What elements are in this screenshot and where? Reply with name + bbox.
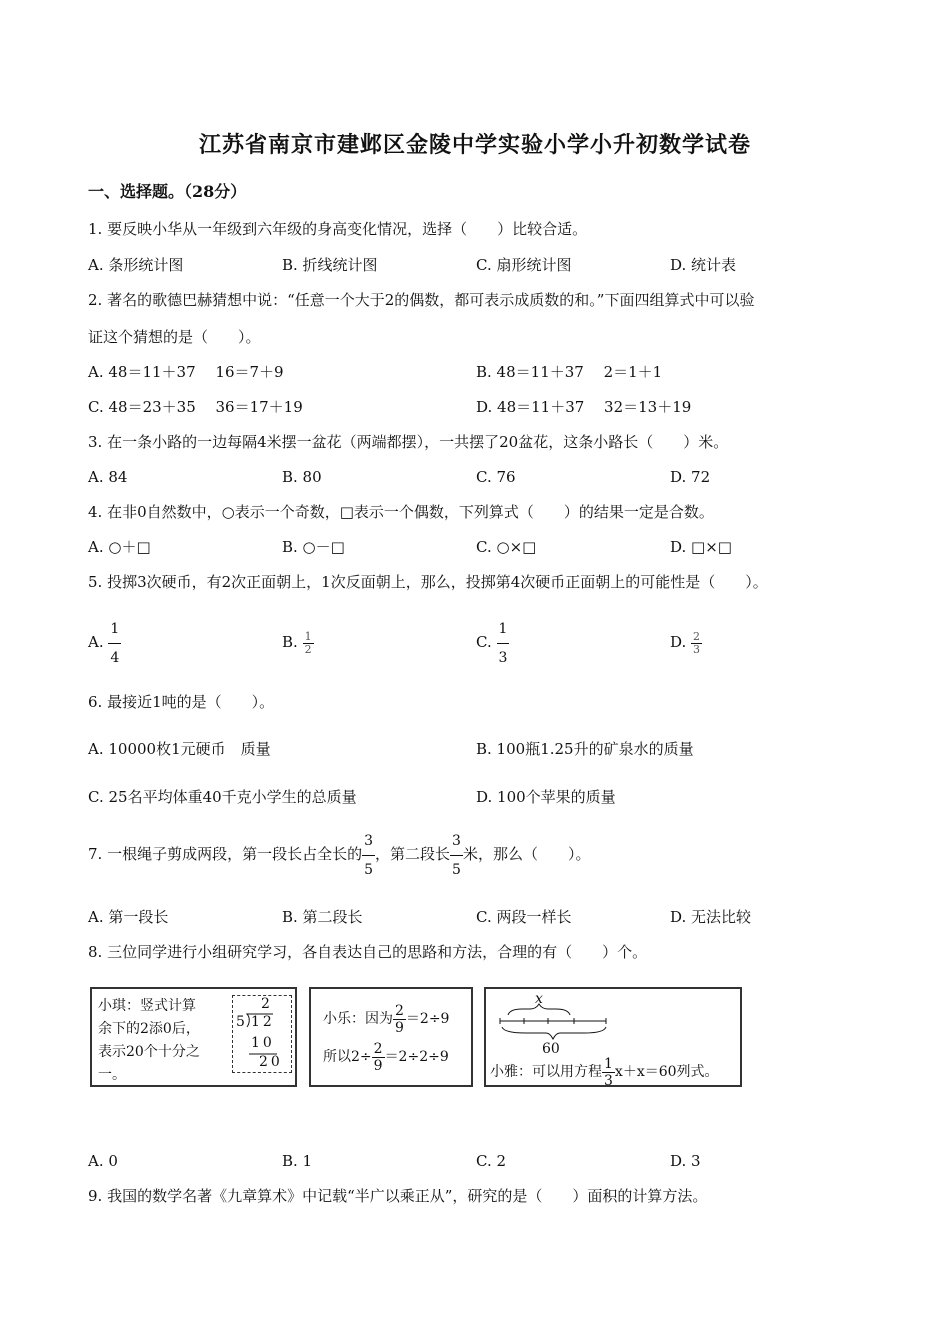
q7-option-b: B. 第二段长 <box>282 908 363 926</box>
student-card-xiaoya <box>484 987 742 1087</box>
option-letter: D. <box>670 633 687 651</box>
option-letter: A. <box>88 633 104 651</box>
fraction: $\frac{1}{3}$ <box>498 620 508 666</box>
q8-option-d: D. 3 <box>670 1152 701 1170</box>
remainder: 20 <box>259 1054 283 1070</box>
q4-option-a: A. ○＋□ <box>88 538 151 556</box>
card-equation: 小雅：可以用方程 $\frac{1}{3}$ x＋x＝60列式。 <box>490 1055 719 1089</box>
fraction: $\frac{2}{9}$ <box>395 1002 404 1036</box>
q3-option-c: C. 76 <box>476 468 516 486</box>
q8-option-b: B. 1 <box>282 1152 313 1170</box>
card-text: 余下的2添0后， <box>98 1021 200 1037</box>
quotient: 2 <box>261 996 270 1012</box>
q2-option-a: A. 48＝11＋37 16＝7＋9 <box>88 363 284 381</box>
student-card-xiaole <box>309 987 473 1087</box>
fraction: $\frac{2}{3}$ <box>693 629 701 656</box>
section-heading: 一、选择题。（28分） <box>88 182 247 201</box>
q1-option-d: D. 统计表 <box>670 256 737 274</box>
question-8: 8. 三位同学进行小组研究学习，各自表达自己的思路和方法，合理的有（ ）个。 <box>88 943 648 961</box>
fraction: $\frac{1}{4}$ <box>110 620 120 666</box>
question-1: 1. 要反映小华从一年级到六年级的身高变化情况，选择（ ）比较合适。 <box>88 220 588 238</box>
q8-option-a: A. 0 <box>88 1152 118 1170</box>
q5-option-d <box>670 606 702 678</box>
question-3: 3. 在一条小路的一边每隔4米摆一盆花（两端都摆），一共摆了20盆花，这条小路长（ ）米。 <box>88 433 729 451</box>
q5-option-b <box>282 606 314 678</box>
card-text: 小琪：竖式计算 <box>98 998 196 1014</box>
q2-option-b: B. 48＝11＋37 2＝1＋1 <box>476 363 663 381</box>
q7-option-a: A. 第一段长 <box>88 908 169 926</box>
variable-x: x <box>535 991 543 1007</box>
q5-option-c <box>476 606 509 678</box>
fraction: $\frac{2}{9}$ <box>373 1040 383 1074</box>
fraction: $\frac{1}{2}$ <box>304 629 312 656</box>
total-label: 60 <box>542 1041 560 1057</box>
card-line-1: 小乐：因为 $\frac{2}{9}$ ＝2÷9 <box>323 1002 450 1036</box>
card-line-2: 所以2÷ $\frac{2}{9}$ ＝2÷2÷9 <box>323 1040 449 1074</box>
q3-option-d: D. 72 <box>670 468 711 486</box>
question-2-cont: 证这个猜想的是（ ）。 <box>88 328 261 346</box>
q4-option-b: B. ○－□ <box>282 538 345 556</box>
card-text: 表示20个十分之 <box>98 1044 200 1060</box>
question-6: 6. 最接近1吨的是（ ）。 <box>88 693 275 711</box>
q6-option-a: A. 10000枚1元硬币 质量 <box>88 740 271 758</box>
q2-option-d: D. 48＝11＋37 32＝13＋19 <box>476 398 692 416</box>
product: 10 <box>251 1035 275 1051</box>
student-card-xiaoqi <box>90 987 297 1087</box>
q1-option-c: C. 扇形统计图 <box>476 256 572 274</box>
q3-option-b: B. 80 <box>282 468 322 486</box>
fraction: $\frac{3}{5}$ <box>452 832 461 878</box>
q8-option-c: C. 2 <box>476 1152 507 1170</box>
q7-text-3: 米，那么（ ）。 <box>462 845 591 863</box>
q7-option-c: C. 两段一样长 <box>476 908 572 926</box>
dividend: 12 <box>251 1014 275 1030</box>
q2-option-c: C. 48＝23＋35 36＝17＋19 <box>88 398 303 416</box>
question-5: 5. 投掷3次硬币，有2次正面朝上，1次反面朝上，那么，投掷第4次硬币正面朝上的可能性是（ ）。 <box>88 573 768 591</box>
q4-option-d: D. □×□ <box>670 538 732 556</box>
q6-option-b: B. 100瓶1.25升的矿泉水的质量 <box>476 740 694 758</box>
question-4: 4. 在非0自然数中，○表示一个奇数，□表示一个偶数，下列算式（ ）的结果一定是合数。 <box>88 503 714 521</box>
q6-option-d: D. 100个苹果的质量 <box>476 788 616 806</box>
page-title: 江苏省南京市建邺区金陵中学实验小学小升初数学试卷 <box>198 132 751 158</box>
question-9: 9. 我国的数学名著《九章算术》中记载“半广以乘正从”，研究的是（ ）面积的计算方法。 <box>88 1187 708 1205</box>
q6-option-c: C. 25名平均体重40千克小学生的总质量 <box>88 788 357 806</box>
question-2: 2. 著名的歌德巴赫猜想中说：“任意一个大于2的偶数，都可表示成质数的和。”下面四组算式中可以验 <box>88 291 755 309</box>
q7-option-d: D. 无法比较 <box>670 908 752 926</box>
q5-option-a <box>88 606 121 678</box>
card-text: 一。 <box>98 1067 126 1083</box>
q7-text-2: ，第二段长 <box>375 845 451 863</box>
fraction: $\frac{3}{5}$ <box>364 832 374 878</box>
q7-text-1: 7. 一根绳子剪成两段，第一段长占全长的 <box>88 845 363 863</box>
option-letter: C. <box>476 633 492 651</box>
question-7 <box>88 828 590 880</box>
q3-option-a: A. 84 <box>88 468 128 486</box>
divisor: 5 <box>236 1014 245 1030</box>
q4-option-c: C. ○×□ <box>476 538 537 556</box>
fraction: $\frac{1}{3}$ <box>604 1055 613 1089</box>
long-division-figure <box>232 995 292 1073</box>
q1-option-b: B. 折线统计图 <box>282 256 378 274</box>
option-letter: B. <box>282 633 298 651</box>
q1-option-a: A. 条形统计图 <box>88 256 184 274</box>
